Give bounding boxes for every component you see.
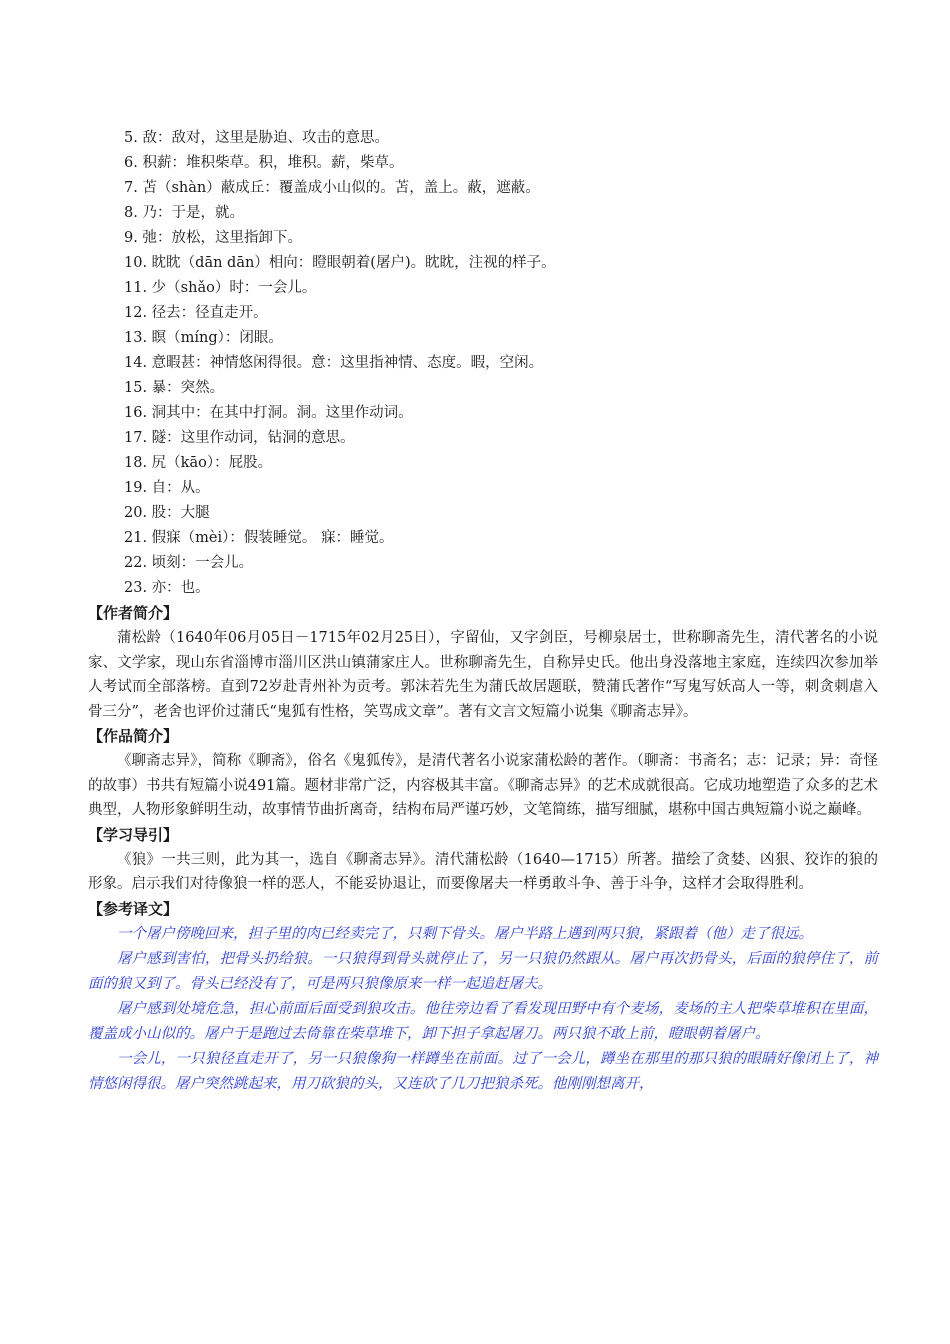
translation-paragraph: 一会儿，一只狼径直走开了，另一只狼像狗一样蹲坐在前面。过了一会儿，蹲坐在那里的那只狼的眼睛好像闭上了，神情悠闲得很。屠户突然跳起来，用刀砍狼的头，又连砍了几刀把狼杀死。他刚刚想离开， — [88, 1050, 878, 1092]
note-item: 17. 隧：这里作动词，钻洞的意思。 — [124, 430, 355, 446]
note-item: 6. 积薪：堆积柴草。积，堆积。薪，柴草。 — [124, 155, 404, 171]
translation-section — [88, 897, 878, 1097]
note-item: 20. 股：大腿 — [124, 505, 210, 521]
note-item: 10. 眈眈（dān dān）相向：瞪眼朝着(屠户)。眈眈，注视的样子。 — [124, 255, 556, 271]
note-item: 7. 苫（shàn）蔽成丘：覆盖成小山似的。苫，盖上。蔽，遮蔽。 — [124, 180, 540, 196]
author-section — [88, 601, 878, 724]
note-item: 14. 意暇甚：神情悠闲得很。意：这里指神情、态度。暇，空闲。 — [124, 355, 544, 371]
annotation-notes-list — [124, 126, 864, 601]
note-item: 19. 自：从。 — [124, 480, 210, 496]
author-paragraph: 蒲松龄（1640年06月05日－1715年02月25日），字留仙，又字剑臣，号柳泉居士，世称聊斋先生，清代著名的小说家、文学家，现山东省淄博市淄川区洪山镇蒲家庄人。世称聊斋先生，自称异史氏。他出身没落地主家庭，连续四次参加举人考试而全部落榜。直到72岁赴青州补为贡考。郭沫若先生为蒲氏故居题联，赞蒲氏著作“写鬼写妖高人一等，刺贪刺虐入骨三分”，老舍也评价过蒲氏“鬼狐有性格，笑骂成文章”。著有文言文短篇小说集《聊斋志异》。 — [88, 630, 878, 720]
translation-paragraph: 屠户感到处境危急，担心前面后面受到狼攻击。他往旁边看了看发现田野中有个麦场，麦场的主人把柴草堆积在里面，覆盖成小山似的。屠户于是跑过去倚靠在柴草堆下，卸下担子拿起屠刀。两只狼不敢上前，瞪眼朝着屠户。 — [88, 1000, 878, 1042]
translation-paragraph: 一个屠户傍晚回来，担子里的肉已经卖完了，只剩下骨头。屠户半路上遇到两只狼，紧跟着（他）走了很远。 — [117, 925, 813, 942]
guide-paragraph: 《狼》一共三则，此为其一，选自《聊斋志异》。清代蒲松龄（1640—1715）所著。描绘了贪婪、凶狠、狡诈的狼的形象。启示我们对待像狼一样的恶人，不能妥协退让，而要像屠夫一样勇敢斗争、善于斗争，这样才会取得胜利。 — [88, 851, 878, 892]
main-content — [88, 601, 878, 1097]
work-paragraph: 《聊斋志异》，简称《聊斋》，俗名《鬼狐传》，是清代著名小说家蒲松龄的著作。（聊斋：书斋名；志：记录；异：奇怪的故事）书共有短篇小说491篇。题材非常广泛，内容极其丰富。《聊斋志异》的艺术成就很高。它成功地塑造了众多的艺术典型，人物形象鲜明生动，故事情节曲折离奇，结构布局严谨巧妙，文笔简练，描写细腻，堪称中国古典短篇小说之巅峰。 — [88, 753, 878, 818]
note-item: 12. 径去：径直走开。 — [124, 305, 268, 321]
author-heading: 【作者简介】 — [88, 604, 179, 622]
note-item: 23. 亦：也。 — [124, 580, 210, 596]
note-item: 18. 尻（kāo）：屁股。 — [124, 455, 273, 471]
note-item: 11. 少（shǎo）时：一会儿。 — [124, 280, 317, 296]
work-section — [88, 724, 878, 823]
note-item: 9. 弛：放松，这里指卸下。 — [124, 230, 302, 246]
note-item: 5. 敌：敌对，这里是胁迫、攻击的意思。 — [124, 130, 389, 146]
translation-paragraph: 屠户感到害怕，把骨头扔给狼。一只狼得到骨头就停止了，另一只狼仍然跟从。屠户再次扔骨头，后面的狼停住了，前面的狼又到了。骨头已经没有了，可是两只狼像原来一样一起追赶屠夫。 — [88, 950, 878, 992]
note-item: 21. 假寐（mèi）：假装睡觉。 寐：睡觉。 — [124, 530, 394, 546]
note-item: 22. 顷刻：一会儿。 — [124, 555, 254, 571]
note-item: 13. 瞑（míng）：闭眼。 — [124, 330, 283, 346]
guide-section — [88, 823, 878, 897]
note-item: 8. 乃：于是，就。 — [124, 205, 244, 221]
guide-heading: 【学习导引】 — [88, 825, 179, 844]
translation-heading: 【参考译文】 — [88, 899, 179, 918]
work-heading: 【作品简介】 — [88, 727, 179, 745]
note-item: 16. 洞其中：在其中打洞。洞。这里作动词。 — [124, 405, 413, 421]
note-item: 15. 暴：突然。 — [124, 380, 225, 396]
